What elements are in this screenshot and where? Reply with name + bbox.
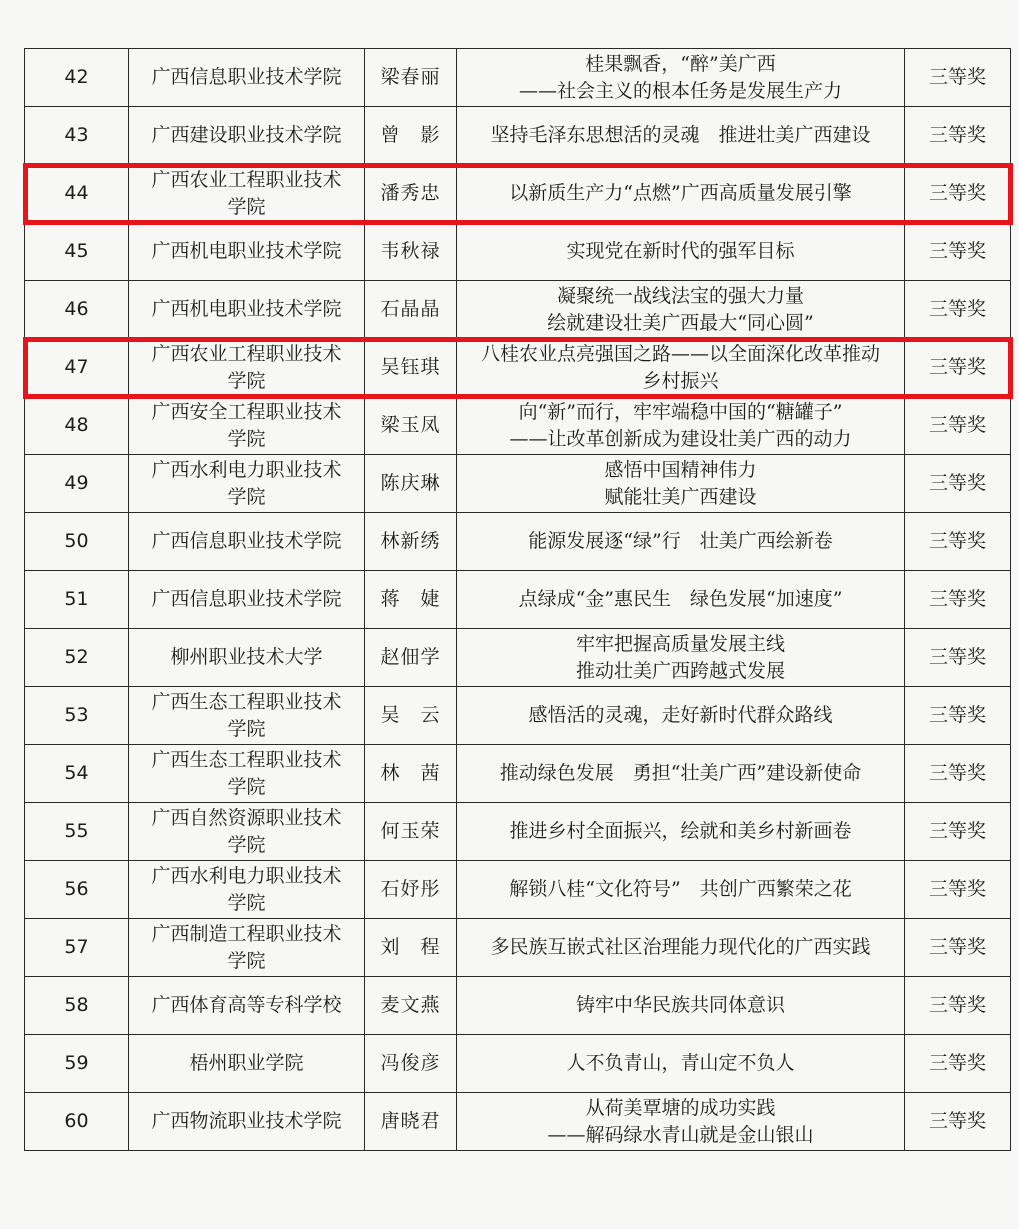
title-line: 能源发展逐“绿”行 壮美广西绘新卷 <box>528 530 833 552</box>
table-row <box>25 1035 1011 1093</box>
table-row <box>25 629 1011 687</box>
essay-title-cell <box>457 861 905 919</box>
essay-title-cell <box>457 1093 905 1151</box>
title-line: 八桂农业点亮强国之路——以全面深化改革推动 <box>480 342 880 365</box>
table-row <box>25 455 1011 513</box>
author-name-cell: 蒋 婕 <box>365 571 457 629</box>
title-line: 人不负青山，青山定不负人 <box>566 1052 795 1074</box>
table-row <box>25 165 1011 223</box>
author-name-cell: 刘 程 <box>365 919 457 977</box>
award-cell: 三等奖 <box>905 977 1011 1035</box>
award-cell: 三等奖 <box>905 919 1011 977</box>
award-cell: 三等奖 <box>905 745 1011 803</box>
award-cell: 三等奖 <box>905 1035 1011 1093</box>
title-line: 点绿成“金”惠民生 绿色发展“加速度” <box>518 588 843 610</box>
school-cell <box>129 165 365 223</box>
school-cell <box>129 223 365 281</box>
essay-title-cell <box>457 1035 905 1093</box>
school-cell <box>129 339 365 397</box>
title-line: 感悟中国精神伟力 <box>604 458 757 481</box>
award-cell: 三等奖 <box>905 223 1011 281</box>
row-number-cell: 59 <box>25 1035 129 1093</box>
school-line: 广西制造工程职业技术 <box>151 922 342 945</box>
title-line: 推进乡村全面振兴，绘就和美乡村新画卷 <box>509 820 852 842</box>
school-line: 学院 <box>227 717 266 740</box>
title-line: 实现党在新时代的强军目标 <box>566 240 795 262</box>
table-row <box>25 861 1011 919</box>
school-line: 学院 <box>227 833 266 856</box>
author-name-cell: 吴钰琪 <box>365 339 457 397</box>
essay-title-cell <box>457 803 905 861</box>
row-number-cell: 60 <box>25 1093 129 1151</box>
title-line: 赋能壮美广西建设 <box>604 485 757 508</box>
essay-title-cell <box>457 919 905 977</box>
table-row <box>25 107 1011 165</box>
school-line: 广西水利电力职业技术 <box>151 864 342 887</box>
title-line: 绘就建设壮美广西最大“同心圆” <box>547 311 814 334</box>
author-name-cell: 石妤彤 <box>365 861 457 919</box>
title-line: 牢牢把握高质量发展主线 <box>575 632 785 655</box>
essay-title-cell <box>457 49 905 107</box>
row-number-cell: 58 <box>25 977 129 1035</box>
essay-title-cell <box>457 397 905 455</box>
award-cell: 三等奖 <box>905 339 1011 397</box>
essay-title-cell <box>457 223 905 281</box>
table-row <box>25 1093 1011 1151</box>
author-name-cell: 唐晓君 <box>365 1093 457 1151</box>
essay-title-cell <box>457 571 905 629</box>
author-name-cell: 冯俊彦 <box>365 1035 457 1093</box>
title-line: 坚持毛泽东思想活的灵魂 推进壮美广西建设 <box>490 124 871 146</box>
school-line: 广西生态工程职业技术 <box>151 748 342 771</box>
title-line: 推动绿色发展 勇担“壮美广西”建设新使命 <box>499 762 862 784</box>
title-line: 桂果飘香，“醉”美广西 <box>585 52 776 75</box>
table-row <box>25 687 1011 745</box>
school-cell <box>129 571 365 629</box>
row-number-cell: 57 <box>25 919 129 977</box>
row-number-cell: 42 <box>25 49 129 107</box>
row-number-cell: 50 <box>25 513 129 571</box>
title-line: 以新质生产力“点燃”广西高质量发展引擎 <box>509 182 852 204</box>
title-line: 解锁八桂“文化符号” 共创广西繁荣之花 <box>509 878 852 900</box>
school-cell <box>129 1093 365 1151</box>
author-name-cell: 潘秀忠 <box>365 165 457 223</box>
title-line: 从荷美覃塘的成功实践 <box>585 1096 776 1119</box>
title-line: ——解码绿水青山就是金山银山 <box>547 1123 814 1146</box>
school-line: 广西体育高等专科学校 <box>151 994 342 1016</box>
author-name-cell: 吴 云 <box>365 687 457 745</box>
school-line: 广西自然资源职业技术 <box>151 806 342 829</box>
row-number-cell: 54 <box>25 745 129 803</box>
row-number-cell: 43 <box>25 107 129 165</box>
award-cell: 三等奖 <box>905 455 1011 513</box>
author-name-cell: 林 茜 <box>365 745 457 803</box>
school-cell <box>129 803 365 861</box>
awards-table <box>24 48 1011 1151</box>
author-name-cell: 梁玉凤 <box>365 397 457 455</box>
school-line: 广西安全工程职业技术 <box>151 400 342 423</box>
award-cell: 三等奖 <box>905 397 1011 455</box>
title-line: 推动壮美广西跨越式发展 <box>575 659 785 682</box>
award-cell: 三等奖 <box>905 861 1011 919</box>
school-line: 广西信息职业技术学院 <box>151 530 342 552</box>
essay-title-cell <box>457 339 905 397</box>
school-cell <box>129 455 365 513</box>
author-name-cell: 麦文燕 <box>365 977 457 1035</box>
award-cell: 三等奖 <box>905 107 1011 165</box>
author-name-cell: 赵佃学 <box>365 629 457 687</box>
school-line: 广西机电职业技术学院 <box>151 240 342 262</box>
title-line: ——让改革创新成为建设壮美广西的动力 <box>509 427 852 450</box>
school-line: 学院 <box>227 369 266 392</box>
award-cell: 三等奖 <box>905 629 1011 687</box>
table-row <box>25 339 1011 397</box>
school-cell <box>129 49 365 107</box>
author-name-cell: 梁春丽 <box>365 49 457 107</box>
school-cell <box>129 629 365 687</box>
author-name-cell: 陈庆琳 <box>365 455 457 513</box>
school-cell <box>129 281 365 339</box>
essay-title-cell <box>457 513 905 571</box>
school-line: 学院 <box>227 195 266 218</box>
author-name-cell: 石晶晶 <box>365 281 457 339</box>
row-number-cell: 44 <box>25 165 129 223</box>
essay-title-cell <box>457 977 905 1035</box>
row-number-cell: 56 <box>25 861 129 919</box>
school-cell <box>129 977 365 1035</box>
school-line: 学院 <box>227 949 266 972</box>
school-line: 广西水利电力职业技术 <box>151 458 342 481</box>
school-line: 广西建设职业技术学院 <box>151 124 342 146</box>
award-cell: 三等奖 <box>905 687 1011 745</box>
school-line: 学院 <box>227 427 266 450</box>
essay-title-cell <box>457 745 905 803</box>
school-line: 广西农业工程职业技术 <box>151 342 342 365</box>
school-cell <box>129 1035 365 1093</box>
row-number-cell: 55 <box>25 803 129 861</box>
school-cell <box>129 397 365 455</box>
table-row <box>25 281 1011 339</box>
author-name-cell: 林新绣 <box>365 513 457 571</box>
school-line: 学院 <box>227 775 266 798</box>
table-row <box>25 397 1011 455</box>
school-line: 广西信息职业技术学院 <box>151 588 342 610</box>
school-line: 广西生态工程职业技术 <box>151 690 342 713</box>
essay-title-cell <box>457 455 905 513</box>
award-cell: 三等奖 <box>905 513 1011 571</box>
row-number-cell: 46 <box>25 281 129 339</box>
row-number-cell: 53 <box>25 687 129 745</box>
title-line: 向“新”而行，牢牢端稳中国的“糖罐子” <box>518 400 843 423</box>
row-number-cell: 51 <box>25 571 129 629</box>
school-line: 广西信息职业技术学院 <box>151 66 342 88</box>
school-line: 广西机电职业技术学院 <box>151 298 342 320</box>
school-cell <box>129 861 365 919</box>
essay-title-cell <box>457 165 905 223</box>
title-line: 乡村振兴 <box>642 369 719 392</box>
table-row <box>25 803 1011 861</box>
school-cell <box>129 687 365 745</box>
award-cell: 三等奖 <box>905 1093 1011 1151</box>
table-row <box>25 571 1011 629</box>
award-cell: 三等奖 <box>905 49 1011 107</box>
essay-title-cell <box>457 281 905 339</box>
essay-title-cell <box>457 687 905 745</box>
award-cell: 三等奖 <box>905 571 1011 629</box>
title-line: 感悟活的灵魂，走好新时代群众路线 <box>528 704 833 726</box>
row-number-cell: 49 <box>25 455 129 513</box>
title-line: 凝聚统一战线法宝的强大力量 <box>556 284 804 307</box>
table-row <box>25 49 1011 107</box>
award-cell: 三等奖 <box>905 281 1011 339</box>
school-line: 广西农业工程职业技术 <box>151 168 342 191</box>
table-row <box>25 223 1011 281</box>
school-cell <box>129 107 365 165</box>
table-row <box>25 919 1011 977</box>
row-number-cell: 47 <box>25 339 129 397</box>
school-line: 广西物流职业技术学院 <box>151 1110 342 1132</box>
essay-title-cell <box>457 629 905 687</box>
school-line: 学院 <box>227 485 266 508</box>
title-line: 多民族互嵌式社区治理能力现代化的广西实践 <box>490 936 871 958</box>
school-line: 梧州职业学院 <box>189 1052 304 1074</box>
school-cell <box>129 745 365 803</box>
school-cell <box>129 513 365 571</box>
table-row <box>25 745 1011 803</box>
school-cell <box>129 919 365 977</box>
author-name-cell: 何玉荣 <box>365 803 457 861</box>
row-number-cell: 52 <box>25 629 129 687</box>
table-row <box>25 977 1011 1035</box>
row-number-cell: 45 <box>25 223 129 281</box>
title-line: ——社会主义的根本任务是发展生产力 <box>518 79 842 102</box>
author-name-cell: 韦秋禄 <box>365 223 457 281</box>
essay-title-cell <box>457 107 905 165</box>
award-cell: 三等奖 <box>905 165 1011 223</box>
awards-table-body <box>25 49 1011 1151</box>
table-row <box>25 513 1011 571</box>
row-number-cell: 48 <box>25 397 129 455</box>
school-line: 柳州职业技术大学 <box>170 646 323 668</box>
award-cell: 三等奖 <box>905 803 1011 861</box>
school-line: 学院 <box>227 891 266 914</box>
title-line: 铸牢中华民族共同体意识 <box>575 994 785 1016</box>
author-name-cell: 曾 影 <box>365 107 457 165</box>
